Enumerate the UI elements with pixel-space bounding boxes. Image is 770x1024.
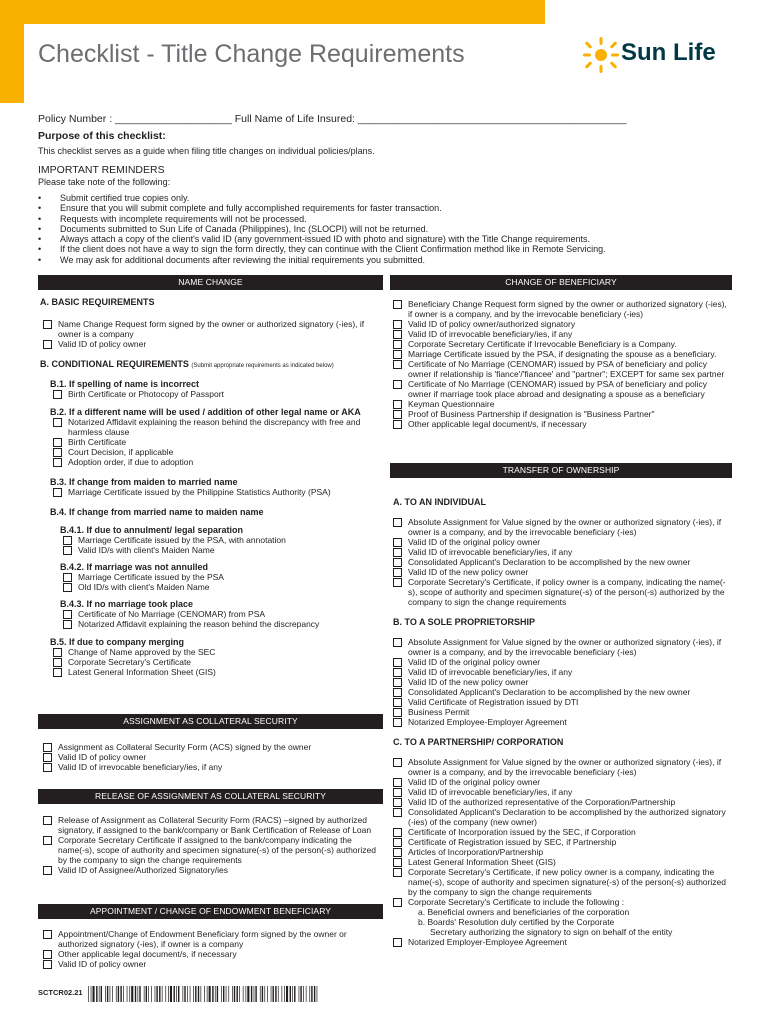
barcode-bar bbox=[99, 986, 100, 1002]
b4-heading: B.4. If change from married name to maiden name bbox=[50, 507, 264, 517]
barcode-bar bbox=[311, 986, 312, 1002]
b5-heading: B.5. If due to company merging bbox=[50, 637, 185, 647]
barcode-bar bbox=[237, 986, 238, 1002]
barcode-bar bbox=[232, 986, 233, 1002]
barcode-bar bbox=[226, 986, 227, 1002]
checklist-item[interactable]: Absolute Assignment for Value signed by the owner or authorized signatory (-ies), if owner is a company, and by the irrevocable beneficiary (-ies) bbox=[390, 757, 732, 777]
barcode-bar bbox=[215, 986, 216, 1002]
barcode-bar bbox=[264, 986, 265, 1002]
barcode-bar bbox=[110, 986, 111, 1002]
checklist-item[interactable]: Latest General Information Sheet (GIS) bbox=[390, 857, 732, 867]
brand-name: Sun Life bbox=[621, 39, 716, 66]
checklist-item[interactable]: Valid ID of the new policy owner bbox=[390, 567, 732, 577]
checklist-item[interactable]: Birth Certificate or Photocopy of Passport bbox=[50, 389, 380, 399]
reminder-item: • Always attach a copy of the client's valid ID (any government-issued ID with photo and signature) with the Title Change requirements. bbox=[38, 234, 606, 244]
checklist-item[interactable]: Marriage Certificate issued by the PSA bbox=[60, 572, 380, 582]
barcode-bar bbox=[243, 986, 244, 1002]
barcode-bar bbox=[123, 986, 124, 1002]
checklist-item[interactable]: Valid ID of the new policy owner bbox=[390, 677, 732, 687]
ownership-bar: TRANSFER OF OWNERSHIP bbox=[390, 463, 732, 478]
checkbox[interactable] bbox=[393, 938, 402, 947]
reminders-list bbox=[38, 193, 606, 265]
checklist-item[interactable]: Valid ID of policy owner bbox=[40, 752, 380, 762]
purpose-text: This checklist serves as a guide when filing title changes on individual policies/plans. bbox=[38, 146, 375, 156]
checklist-item[interactable]: Proof of Business Partnership if designation is "Business Partner" bbox=[390, 409, 732, 419]
checklist-item[interactable]: Marriage Certificate issued by the Philippine Statistics Authority (PSA) bbox=[50, 487, 380, 497]
barcode-bar bbox=[116, 986, 117, 1002]
checkbox[interactable] bbox=[393, 708, 402, 717]
barcode-bar bbox=[254, 986, 255, 1002]
checklist-item[interactable]: Other applicable legal document/s, if necessary bbox=[40, 949, 380, 959]
checklist-item[interactable]: Consolidated Applicant's Declaration to be accomplished by the new owner bbox=[390, 557, 732, 567]
barcode-bar bbox=[198, 986, 199, 1002]
checklist-item[interactable]: Valid ID of irrevocable beneficiary/ies, if any bbox=[390, 787, 732, 797]
checklist-item[interactable]: Valid ID of policy owner/authorized signatory bbox=[390, 319, 732, 329]
checkbox[interactable] bbox=[393, 518, 402, 527]
b1-heading: B.1. If spelling of name is incorrect bbox=[50, 379, 200, 389]
barcode-bar bbox=[101, 986, 102, 1002]
barcode-bar bbox=[155, 986, 156, 1002]
b43-heading: B.4.3. If no marriage took place bbox=[60, 599, 194, 609]
barcode-bar bbox=[148, 986, 149, 1002]
barcode-bar bbox=[176, 986, 177, 1002]
barcode-bar bbox=[156, 986, 157, 1002]
checklist-item[interactable]: Valid ID of irrevocable beneficiary/ies, if any bbox=[390, 547, 732, 557]
checklist-item[interactable]: Name Change Request form signed by the owner or authorized signatory (-ies), if owner is a company bbox=[40, 319, 380, 339]
barcode-bar bbox=[178, 986, 179, 1002]
partnership-heading: C. TO A PARTNERSHIP/ CORPORATION bbox=[393, 737, 564, 747]
checkbox[interactable] bbox=[53, 648, 62, 657]
barcode-bar bbox=[290, 986, 291, 1002]
checkbox[interactable] bbox=[43, 763, 52, 772]
checkbox[interactable] bbox=[393, 788, 402, 797]
barcode-bar bbox=[195, 986, 196, 1002]
barcode-bar bbox=[162, 986, 163, 1002]
release-bar: RELEASE OF ASSIGNMENT AS COLLATERAL SECURITY bbox=[38, 789, 383, 804]
barcode-bar bbox=[118, 986, 119, 1002]
barcode-bar bbox=[282, 986, 283, 1002]
individual-heading: A. TO AN INDIVIDUAL bbox=[393, 497, 487, 507]
endowment-section bbox=[40, 929, 380, 969]
barcode-bar bbox=[292, 986, 293, 1002]
checkbox[interactable] bbox=[43, 836, 52, 845]
barcode-bar bbox=[284, 986, 285, 1002]
b42-heading: B.4.2. If marriage was not annulled bbox=[60, 562, 209, 572]
barcode-bar bbox=[247, 986, 249, 1002]
checklist-item[interactable]: Adoption order, if due to adoption bbox=[50, 457, 380, 467]
barcode-bar bbox=[278, 986, 279, 1002]
checklist-item[interactable]: Valid ID of policy owner bbox=[40, 959, 380, 969]
barcode-bar bbox=[112, 986, 113, 1002]
checkbox[interactable] bbox=[393, 808, 402, 817]
checklist-item[interactable]: Absolute Assignment for Value signed by the owner or authorized signatory (-ies), if owner is a company, and by the irrevocable beneficiary (-ies) bbox=[390, 637, 732, 657]
barcode-bar bbox=[286, 986, 288, 1002]
barcode-bar bbox=[204, 986, 205, 1002]
barcode-bar bbox=[159, 986, 160, 1002]
checkbox[interactable] bbox=[393, 678, 402, 687]
barcode-bar bbox=[294, 986, 295, 1002]
checklist-item[interactable]: Beneficiary Change Request form signed by the owner or authorized signatory (-ies), if owner is a company, and by the irrevocable beneficiary (-ies) bbox=[390, 299, 732, 319]
barcode-bar bbox=[107, 986, 108, 1002]
checkbox[interactable] bbox=[393, 778, 402, 787]
barcode-bar bbox=[217, 986, 218, 1002]
checkbox[interactable] bbox=[393, 568, 402, 577]
checkbox[interactable] bbox=[393, 858, 402, 867]
barcode-bar bbox=[223, 986, 224, 1002]
b41-heading: B.4.1. If due to annulment/ legal separation bbox=[60, 525, 244, 535]
checkbox[interactable] bbox=[393, 360, 402, 369]
b3-heading: B.3. If change from maiden to married name bbox=[50, 477, 238, 487]
checklist-item[interactable]: Valid ID of the original policy owner bbox=[390, 537, 732, 547]
reminder-item: • Submit certified true copies only. bbox=[38, 193, 606, 203]
barcode-bar bbox=[201, 986, 202, 1002]
release-section bbox=[40, 815, 380, 875]
sub-item: a. Beneficial owners and beneficiaries of the corporation bbox=[418, 907, 630, 917]
checkbox[interactable] bbox=[393, 638, 402, 647]
checklist-item[interactable]: Marriage Certificate issued by the PSA, if designating the spouse as a beneficiary. bbox=[390, 349, 732, 359]
checklist-item[interactable]: Notarized Employer-Employee Agreement bbox=[390, 937, 732, 947]
checkbox[interactable] bbox=[393, 688, 402, 697]
sole-proprietorship-heading: B. TO A SOLE PROPRIETORSHIP bbox=[393, 617, 536, 627]
sub-item: b. Boards' Resolution duly certified by the Corporate bbox=[418, 917, 615, 927]
checklist-item[interactable]: Valid ID of policy owner bbox=[40, 339, 380, 349]
barcode-bar bbox=[299, 986, 300, 1002]
checklist-item[interactable]: Birth Certificate bbox=[50, 437, 380, 447]
barcode-bar bbox=[212, 986, 213, 1002]
checklist-item[interactable]: Business Permit bbox=[390, 707, 732, 717]
checklist-item[interactable]: Marriage Certificate issued by the PSA, with annotation bbox=[60, 535, 380, 545]
checkbox[interactable] bbox=[43, 753, 52, 762]
barcode-bar bbox=[184, 986, 185, 1002]
checkbox[interactable] bbox=[393, 300, 402, 309]
reminder-item: • We may ask for additional documents after reviewing the initial requirements you submitted. bbox=[38, 255, 606, 265]
barcode-bar bbox=[271, 986, 272, 1002]
checklist-item[interactable]: Certificate of No Marriage (CENOMAR) issued by PSA of beneficiary and policy owner if relationship is 'fiance'/'fiancee' and "partner"; EXCEPT for same sex partner bbox=[390, 359, 732, 379]
checkbox[interactable] bbox=[63, 583, 72, 592]
checkbox[interactable] bbox=[53, 658, 62, 667]
reminder-item: • Ensure that you will submit complete and fully accomplished requirements for faster transaction. bbox=[38, 203, 606, 213]
checkbox[interactable] bbox=[393, 320, 402, 329]
checklist-item[interactable]: Valid ID of Assignee/Authorized Signatory/ies bbox=[40, 865, 380, 875]
barcode-bar bbox=[174, 986, 175, 1002]
barcode-bar bbox=[105, 986, 106, 1002]
barcode-bar bbox=[168, 986, 169, 1002]
checklist-item[interactable]: Valid ID/s with client's Maiden Name bbox=[60, 545, 380, 555]
checklist-item[interactable]: Old ID/s with client's Maiden Name bbox=[60, 582, 380, 592]
barcode-bar bbox=[300, 986, 301, 1002]
sub-item: Secretary authorizing the signatory to sign on behalf of the entity bbox=[430, 927, 673, 937]
barcode-bar bbox=[234, 986, 235, 1002]
checkbox[interactable] bbox=[63, 610, 72, 619]
checklist-item[interactable]: Certificate of Registration issued by SEC, if Partnership bbox=[390, 837, 732, 847]
checklist-item[interactable]: Consolidated Applicant's Declaration to be accomplished by the new owner bbox=[390, 687, 732, 697]
ownership-section bbox=[390, 497, 732, 947]
barcode-bar bbox=[165, 986, 166, 1002]
checkbox[interactable] bbox=[393, 340, 402, 349]
checklist-item[interactable]: Court Decision, if applicable bbox=[50, 447, 380, 457]
barcode-bar bbox=[314, 986, 315, 1002]
barcode-bar bbox=[255, 986, 256, 1002]
barcode-bar bbox=[144, 986, 145, 1002]
reminder-item: • Documents submitted to Sun Life of Canada (Philippines), Inc (SLOCPI) will not be returned. bbox=[38, 224, 606, 234]
checklist-item[interactable]: Certificate of Incorporation issued by the SEC, if Corporation bbox=[390, 827, 732, 837]
checklist-item[interactable]: Consolidated Applicant's Declaration to be accomplished by the authorized signatory (-ies) of the company (new owner) bbox=[390, 807, 732, 827]
checklist-item[interactable]: Appointment/Change of Endowment Beneficiary form signed by the owner or authorized signatory (-ies), if owner is a company bbox=[40, 929, 380, 949]
checkbox[interactable] bbox=[43, 320, 52, 329]
checkbox[interactable] bbox=[393, 538, 402, 547]
barcode-bar bbox=[275, 986, 276, 1002]
checkbox[interactable] bbox=[393, 400, 402, 409]
checkbox[interactable] bbox=[393, 410, 402, 419]
barcode-bar bbox=[221, 986, 222, 1002]
checklist-item[interactable]: Valid ID of irrevocable beneficiary/ies, if any bbox=[40, 762, 380, 772]
checkbox[interactable] bbox=[43, 950, 52, 959]
checkbox[interactable] bbox=[43, 743, 52, 752]
checklist-item[interactable]: Latest General Information Sheet (GIS) bbox=[50, 667, 380, 677]
page-title: Checklist - Title Change Requirements bbox=[38, 40, 465, 68]
checkbox[interactable] bbox=[393, 798, 402, 807]
checklist-item[interactable]: Absolute Assignment for Value signed by the owner or authorized signatory (-ies), if owner is a company, and by the irrevocable beneficiary (-ies) bbox=[390, 517, 732, 537]
checkbox[interactable] bbox=[53, 438, 62, 447]
barcode-bar bbox=[183, 986, 184, 1002]
barcode-bar bbox=[96, 986, 97, 1002]
checkbox[interactable] bbox=[393, 868, 402, 877]
barcode-bar bbox=[88, 986, 89, 1002]
barcode-bar bbox=[170, 986, 172, 1002]
checklist-item[interactable]: Notarized Affidavit explaining the reason behind the discrepancy with free and harmless clause bbox=[50, 417, 380, 437]
checkbox[interactable] bbox=[393, 758, 402, 767]
checkbox[interactable] bbox=[393, 578, 402, 587]
beneficiary-bar: CHANGE OF BENEFICIARY bbox=[390, 275, 732, 290]
checkbox[interactable] bbox=[43, 816, 52, 825]
checkbox[interactable] bbox=[63, 536, 72, 545]
checklist-item[interactable]: Corporate Secretary's Certificate bbox=[50, 657, 380, 667]
reminders-subheading: Please take note of the following: bbox=[38, 177, 171, 187]
barcode-bar bbox=[273, 986, 274, 1002]
barcode-bar bbox=[193, 986, 194, 1002]
checklist-item[interactable]: Corporate Secretary Certificate if assigned to the bank/company indicating the name(-s), scope of authority and specimen signature(-s) of the person(-s) authorized by the company to sign the change requirements bbox=[40, 835, 380, 865]
barcode-bar bbox=[129, 986, 130, 1002]
barcode-bar bbox=[303, 986, 304, 1002]
barcode-bar bbox=[317, 986, 318, 1002]
checkbox[interactable] bbox=[53, 448, 62, 457]
reminder-item: • Requests with incomplete requirements will not be processed. bbox=[38, 214, 606, 224]
checkbox[interactable] bbox=[393, 548, 402, 557]
b2-heading: B.2. If a different name will be used / addition of other legal name or AKA bbox=[50, 407, 361, 417]
barcode-bar bbox=[306, 986, 307, 1002]
checkbox[interactable] bbox=[393, 420, 402, 429]
policy-fields[interactable]: Policy Number : ____________________ Full Name of Life Insured: ______________________________________________ bbox=[38, 113, 627, 125]
barcode-bar bbox=[228, 986, 229, 1002]
checklist-item[interactable]: Keyman Questionnaire bbox=[390, 399, 732, 409]
barcode-bar bbox=[146, 986, 147, 1002]
basic-requirements-heading: A. BASIC REQUIREMENTS bbox=[40, 297, 155, 307]
checkbox[interactable] bbox=[53, 488, 62, 497]
checkbox[interactable] bbox=[53, 418, 62, 427]
checklist-item[interactable]: Notarized Affidavit explaining the reason behind the discrepancy bbox=[60, 619, 380, 629]
checklist-item[interactable]: Release of Assignment as Collateral Security Form (RACS) –signed by authorized signatory, if assigned to the bank/company or Bank Certification of Release of Loan bbox=[40, 815, 380, 835]
barcode-bar bbox=[262, 986, 263, 1002]
checkbox[interactable] bbox=[393, 898, 402, 907]
collateral-bar: ASSIGNMENT AS COLLATERAL SECURITY bbox=[38, 714, 383, 729]
checkbox[interactable] bbox=[63, 546, 72, 555]
checklist-item[interactable]: Corporate Secretary Certificate if Irrevocable Beneficiary is a Company. bbox=[390, 339, 732, 349]
barcode-bar bbox=[246, 986, 247, 1002]
checkbox[interactable] bbox=[393, 828, 402, 837]
barcode-bar bbox=[131, 986, 133, 1002]
checkbox[interactable] bbox=[393, 718, 402, 727]
endowment-bar: APPOINTMENT / CHANGE OF ENDOWMENT BENEFICIARY bbox=[38, 904, 383, 919]
conditional-requirements-heading: B. CONDITIONAL REQUIREMENTS (Submit appropriate requirements as indicated below) bbox=[40, 359, 334, 369]
checklist-item[interactable]: Corporate Secretary's Certificate, if policy owner is a company, indicating the name(-s), scope of authority and specimen signature(-s) of the person(-s) authorized by the company to sign the change requirements bbox=[390, 577, 732, 607]
checkbox[interactable] bbox=[393, 698, 402, 707]
checkbox[interactable] bbox=[43, 866, 52, 875]
checkbox[interactable] bbox=[393, 838, 402, 847]
checklist-item[interactable]: Assignment as Collateral Security Form (ACS) signed by the owner bbox=[40, 742, 380, 752]
checkbox[interactable] bbox=[53, 668, 62, 677]
barcode-bar bbox=[139, 986, 140, 1002]
checkbox[interactable] bbox=[43, 960, 52, 969]
barcode-bar bbox=[260, 986, 261, 1002]
barcode-bar bbox=[120, 986, 121, 1002]
barcode-bar bbox=[187, 986, 188, 1002]
checklist-item[interactable]: Valid ID of irrevocable beneficiary/ies, if any bbox=[390, 667, 732, 677]
barcode-bar bbox=[207, 986, 208, 1002]
barcode-bar bbox=[239, 986, 240, 1002]
sun-icon bbox=[583, 35, 619, 75]
checkbox[interactable] bbox=[43, 930, 52, 939]
barcode-bar bbox=[309, 986, 310, 1002]
barcode-bar bbox=[127, 986, 128, 1002]
barcode bbox=[88, 986, 318, 1002]
barcode-bar bbox=[267, 986, 268, 1002]
checklist-item[interactable]: Valid ID of the original policy owner bbox=[390, 657, 732, 667]
barcode-bar bbox=[91, 986, 92, 1002]
checklist-item[interactable]: Certificate of No Marriage (CENOMAR) issued by PSA of beneficiary and policy owner if marriage took place abroad and designating a spouse as a beneficiary bbox=[390, 379, 732, 399]
checkbox[interactable] bbox=[393, 558, 402, 567]
checkbox[interactable] bbox=[393, 668, 402, 677]
barcode-bar bbox=[138, 986, 139, 1002]
reminders-heading: IMPORTANT REMINDERS bbox=[38, 164, 165, 176]
barcode-bar bbox=[135, 986, 136, 1002]
checkbox[interactable] bbox=[63, 573, 72, 582]
checkbox[interactable] bbox=[393, 380, 402, 389]
checklist-item[interactable]: Articles of Incorporation/Partnership bbox=[390, 847, 732, 857]
name-change-section bbox=[40, 297, 380, 677]
barcode-bar bbox=[93, 986, 95, 1002]
checklist-item[interactable]: Valid Certificate of Registration issued by DTI bbox=[390, 697, 732, 707]
checklist-item[interactable]: Other applicable legal document/s, if necessary bbox=[390, 419, 732, 429]
checkbox[interactable] bbox=[393, 350, 402, 359]
checkbox[interactable] bbox=[43, 340, 52, 349]
checkbox[interactable] bbox=[53, 390, 62, 399]
checkbox[interactable] bbox=[53, 458, 62, 467]
checklist-item[interactable]: Valid ID of the authorized representative of the Corporation/Partnership bbox=[390, 797, 732, 807]
reminder-item: • If the client does not have a way to sign the form directly, they can continue with the Client Confirmation method like in Remote Servicing. bbox=[38, 244, 606, 254]
checkbox[interactable] bbox=[393, 658, 402, 667]
collateral-section bbox=[40, 742, 380, 772]
checklist-item[interactable]: Valid ID of irrevocable beneficiary/ies, if any bbox=[390, 329, 732, 339]
checkbox[interactable] bbox=[393, 330, 402, 339]
name-change-bar: NAME CHANGE bbox=[38, 275, 383, 290]
checkbox[interactable] bbox=[63, 620, 72, 629]
checklist-item[interactable]: Certificate of No Marriage (CENOMAR) from PSA bbox=[60, 609, 380, 619]
purpose-heading: Purpose of this checklist: bbox=[38, 130, 166, 142]
checklist-item[interactable]: Notarized Employee-Employer Agreement bbox=[390, 717, 732, 727]
checklist-item[interactable]: Change of Name approved by the SEC bbox=[50, 647, 380, 657]
barcode-bar bbox=[251, 986, 252, 1002]
form-code: SCTCR02.21 bbox=[38, 988, 83, 997]
checkbox[interactable] bbox=[393, 848, 402, 857]
brand-logo bbox=[583, 35, 733, 75]
barcode-bar bbox=[209, 986, 211, 1002]
checklist-item[interactable]: Corporate Secretary's Certificate to include the following : bbox=[390, 897, 732, 907]
checklist-item[interactable]: Corporate Secretary's Certificate, if new policy owner is a company, indicating the name(-s), scope of authority and specimen signature(-s) of the person(-s) authorized by the company to sign the change requirements bbox=[390, 867, 732, 897]
beneficiary-section bbox=[390, 299, 732, 429]
barcode-bar bbox=[151, 986, 152, 1002]
barcode-bar bbox=[190, 986, 191, 1002]
checklist-item[interactable]: Valid ID of the original policy owner bbox=[390, 777, 732, 787]
